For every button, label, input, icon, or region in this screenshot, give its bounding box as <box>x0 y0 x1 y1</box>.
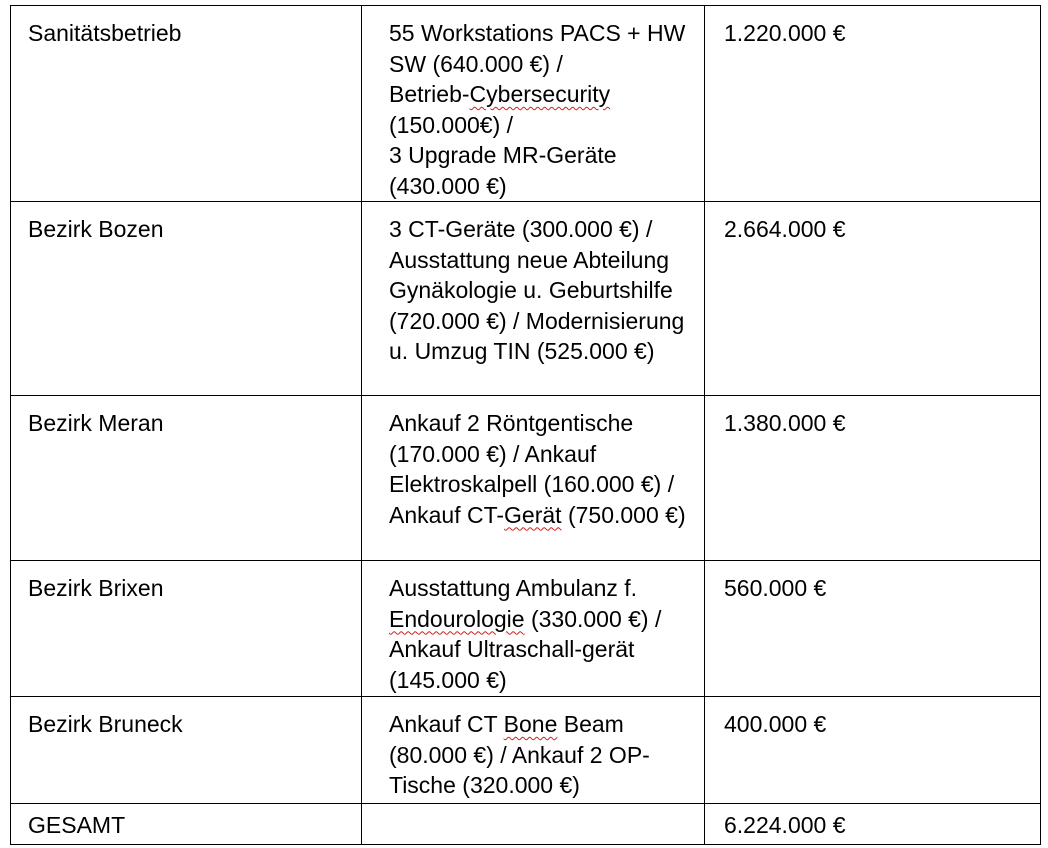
description-text: (150.000€) / <box>389 111 514 138</box>
region-cell: Sanitätsbetrieb <box>11 6 362 202</box>
description-cell <box>362 804 705 845</box>
table-row <box>11 202 1041 396</box>
description-text: 55 Workstations PACS + HW SW (640.000 €) / <box>389 20 686 77</box>
description-text: Ankauf CT <box>389 711 504 737</box>
spellcheck-word: Gerät <box>504 501 562 528</box>
description-text: Ankauf 2 Röntgentische (170.000 €) / Ankauf Elektroskalpell (160.000 €) / Ankauf CT- <box>389 410 675 528</box>
description-cell <box>362 6 705 202</box>
description-text: Beam (80.000 €) / Ankauf 2 OP-Tische (320.000 €) <box>389 711 650 798</box>
amount-cell: 560.000 € <box>705 561 1041 697</box>
amount-cell: 2.664.000 € <box>705 202 1041 396</box>
description-cell <box>362 202 705 396</box>
description-text: (330.000 €) / Ankauf Ultraschall-gerät (145.000 €) <box>389 605 662 693</box>
table-row <box>11 396 1041 561</box>
description-text: (750.000 €) <box>561 501 686 528</box>
table-row <box>11 6 1041 202</box>
budget-table <box>10 5 1041 845</box>
amount-cell: 400.000 € <box>705 697 1041 804</box>
table-row-total <box>11 804 1041 845</box>
description-text: Betrieb- <box>389 81 470 107</box>
region-cell: Bezirk Meran <box>11 396 362 561</box>
region-cell: GESAMT <box>11 804 362 845</box>
description-cell <box>362 396 705 561</box>
region-cell: Bezirk Bozen <box>11 202 362 396</box>
spellcheck-word: Cybersecurity <box>469 81 611 107</box>
description-text: Ausstattung Ambulanz f. <box>389 575 638 601</box>
description-text: 3 Upgrade MR-Geräte (430.000 €) <box>389 142 617 199</box>
amount-cell: 1.220.000 € <box>705 6 1041 202</box>
description-cell <box>362 561 705 697</box>
table-row <box>11 561 1041 697</box>
spellcheck-word: Endourologie <box>389 605 525 632</box>
spellcheck-word: Bone <box>503 711 558 737</box>
region-cell: Bezirk Bruneck <box>11 697 362 804</box>
description-text: 3 CT-Geräte (300.000 €) / Ausstattung neue Abteilung Gynäkologie u. Geburtshilfe (720.000 €) / Modernisierung u. Umzug TIN (525.000 €) <box>389 216 685 364</box>
region-cell: Bezirk Brixen <box>11 561 362 697</box>
amount-cell: 1.380.000 € <box>705 396 1041 561</box>
table-row <box>11 697 1041 804</box>
description-cell <box>362 697 705 804</box>
total-amount-cell: 6.224.000 € <box>705 804 1041 845</box>
